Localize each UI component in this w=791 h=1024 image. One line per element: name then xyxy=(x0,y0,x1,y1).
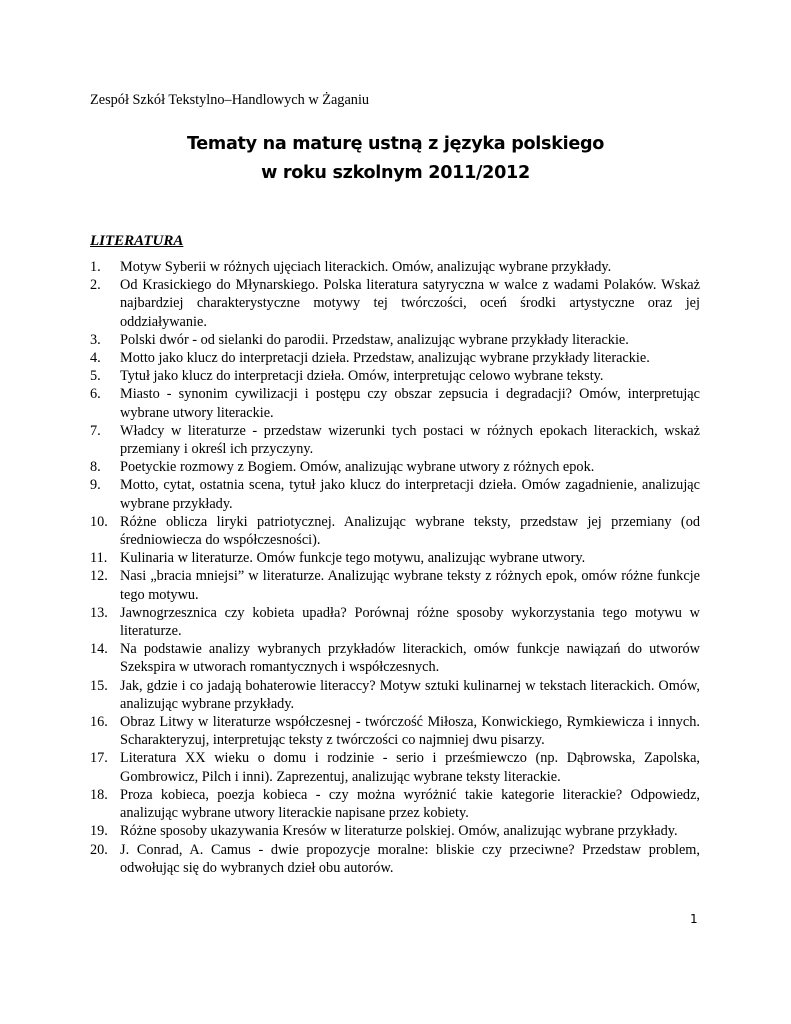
school-name: Zespół Szkół Tekstylno–Handlowych w Żaganiu xyxy=(90,92,370,108)
list-item xyxy=(90,458,700,476)
list-item xyxy=(90,513,700,549)
list-item xyxy=(90,604,700,640)
list-item xyxy=(90,276,700,331)
topic-list xyxy=(90,258,700,877)
list-item xyxy=(90,422,700,458)
list-item-text: Motto jako klucz do interpretacji dzieła. Przedstaw, analizując wybrane przykłady literackie. xyxy=(120,350,650,367)
list-item-text: Kulinaria w literaturze. Omów funkcje tego motywu, analizując wybrane utwory. xyxy=(120,550,586,567)
list-item-text: Polski dwór - od sielanki do parodii. Przedstaw, analizując wybrane przykłady literackie. xyxy=(120,331,629,348)
list-item xyxy=(90,749,700,785)
list-item xyxy=(90,640,700,676)
list-item xyxy=(90,713,700,749)
list-item-text: Poetyckie rozmowy z Bogiem. Omów, analizując wybrane utwory z różnych epok. xyxy=(120,459,595,476)
list-item xyxy=(90,567,700,603)
page-title xyxy=(0,130,791,188)
list-item-number: 14. xyxy=(90,641,108,658)
list-item-number: 10. xyxy=(90,513,108,530)
list-item-number: 20. xyxy=(90,841,108,858)
page-number: 1 xyxy=(690,912,698,926)
list-item-number: 13. xyxy=(90,604,108,621)
title-line-2: w roku szkolnym 2011/2012 xyxy=(261,163,530,183)
list-item-text: Nasi „bracia mniejsi” w literaturze. Analizując wybrane teksty z różnych epok, omów różne funkcje tego motywu. xyxy=(120,568,700,603)
list-item-number: 3. xyxy=(90,331,101,348)
list-item-number: 1. xyxy=(90,259,101,275)
list-item xyxy=(90,786,700,822)
list-item-number: 2. xyxy=(90,277,101,294)
list-item xyxy=(90,349,700,367)
list-item-text: Różne sposoby ukazywania Kresów w literaturze polskiej. Omów, analizując wybrane przykłady. xyxy=(120,823,678,840)
list-item xyxy=(90,822,700,840)
list-item-number: 12. xyxy=(90,568,108,585)
list-item xyxy=(90,841,700,877)
list-item xyxy=(90,549,700,567)
list-item-text: Literatura XX wieku o domu i rodzinie - serio i prześmiewczo (np. Dąbrowska, Zapolska, Gombrowicz, Pilch i inni). Zaprezentuj, analizując wybrane teksty literackie. xyxy=(120,750,700,785)
list-item xyxy=(90,331,700,349)
list-item-number: 18. xyxy=(90,786,108,803)
list-item-text: Różne oblicza liryki patriotycznej. Analizując wybrane teksty, przedstaw jej przemiany (od średniowiecza do współczesności). xyxy=(120,513,700,549)
list-item-text: Motyw Syberii w różnych ujęciach literackich. Omów, analizując wybrane przykłady. xyxy=(120,259,612,275)
list-item xyxy=(90,258,700,276)
list-item-number: 16. xyxy=(90,714,108,731)
list-item-text: Jak, gdzie i co jadają bohaterowie literaccy? Motyw sztuki kulinarnej w tekstach literackich. Omów, analizując wybrane przykłady. xyxy=(120,677,700,712)
list-item-number: 17. xyxy=(90,750,108,767)
list-item-number: 6. xyxy=(90,386,101,403)
list-item-text: Na podstawie analizy wybranych przykładów literackich, omów funkcje nawiązań do utworów Szekspira w utworach romantycznych i współczesnych. xyxy=(120,641,700,676)
list-item-number: 11. xyxy=(90,550,108,567)
list-item-text: Władcy w literaturze - przedstaw wizerunki tych postaci w różnych epokach literackich, wskaż przemiany i określ ich przyczyny. xyxy=(120,422,700,458)
list-item xyxy=(90,367,700,385)
list-item xyxy=(90,385,700,421)
list-item xyxy=(90,476,700,512)
list-item-text: Jawnogrzesznica czy kobieta upadła? Porównaj różne sposoby wykorzystania tego motywu w literaturze. xyxy=(120,604,700,640)
list-item-text: Proza kobieca, poezja kobieca - czy można wyróżnić takie kategorie literackie? Odpowiedz, analizując wybrane utwory literackie napisane przez kobiety. xyxy=(120,786,700,822)
title-line-1: Tematy na maturę ustną z języka polskiego xyxy=(186,134,605,154)
list-item-number: 9. xyxy=(90,477,101,494)
list-item-number: 19. xyxy=(90,823,108,840)
list-item-number: 7. xyxy=(90,422,101,439)
list-item-text: Obraz Litwy w literaturze współczesnej - twórczość Miłosza, Konwickiego, Rymkiewicza i innych. Scharakteryzuj, interpretując teksty z twórczości co najmniej dwu pisarzy. xyxy=(120,714,700,749)
list-item xyxy=(90,677,700,713)
list-item-text: Miasto - synonim cywilizacji i postępu czy obszar zepsucia i degradacji? Omów, interpretując wybrane utwory literackie. xyxy=(120,386,700,421)
list-item-text: Motto, cytat, ostatnia scena, tytuł jako klucz do interpretacji dzieła. Omów zagadnienie, analizując wybrane przykłady. xyxy=(120,477,700,512)
section-heading: LITERATURA xyxy=(90,233,184,249)
list-item-text: J. Conrad, A. Camus - dwie propozycje moralne: bliskie czy przeciwne? Przedstaw problem, odwołując się do wybranych dzieł obu autorów. xyxy=(120,841,700,876)
list-item-number: 8. xyxy=(90,459,101,476)
list-item-text: Od Krasickiego do Młynarskiego. Polska literatura satyryczna w walce z wadami Polaków. Wskaż najbardziej charakterystyczne motywy tej twórczości, oceń środki artystyczne oraz jej oddziaływanie. xyxy=(120,277,700,330)
list-item-number: 5. xyxy=(90,368,101,385)
list-item-text: Tytuł jako klucz do interpretacji dzieła. Omów, interpretując celowo wybrane teksty. xyxy=(120,368,604,385)
list-item-number: 15. xyxy=(90,677,108,694)
list-item-number: 4. xyxy=(90,350,101,367)
